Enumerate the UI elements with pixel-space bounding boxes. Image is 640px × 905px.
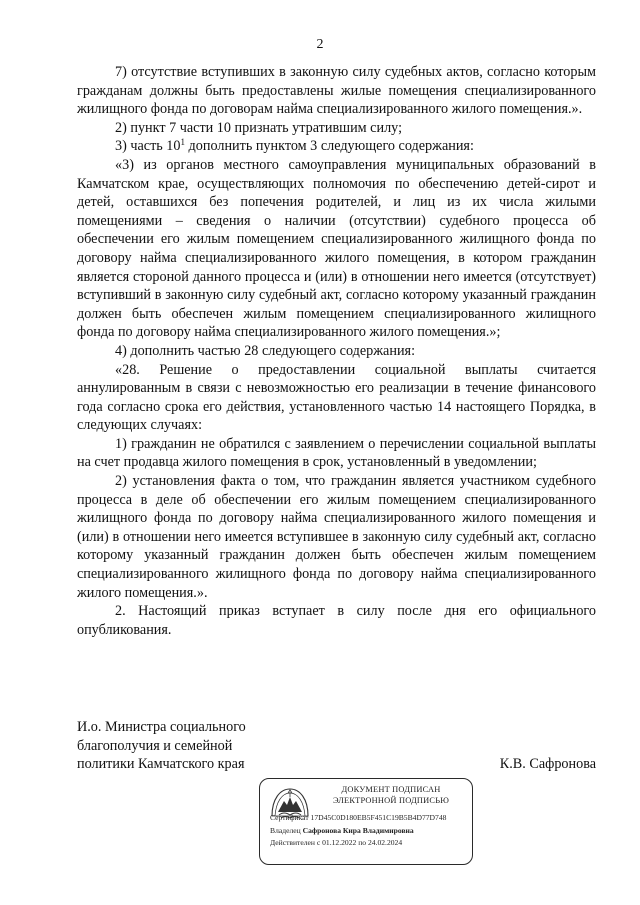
certificate-number: Сертификат 17D45C0D180EB5F451C19B5B4D77D748 xyxy=(270,813,447,822)
point-3-text-start: 3) часть 10 xyxy=(115,138,181,155)
stamp-title xyxy=(316,784,466,806)
paragraph-point-4: 4) дополнить частью 28 следующего содержания: xyxy=(115,342,416,359)
paragraph-part-28: «28. Решение о предоставлении социальной выплаты считается аннулированным в связи с невозможностью его реализации в течение финансового года согласно срока его действия, установленного частью 14 настоящего Порядка, в следующих случаях: xyxy=(77,361,596,434)
position-line: благополучия и семейной xyxy=(77,737,233,754)
paragraph-point-2: 2) пункт 7 части 10 признать утратившим силу; xyxy=(115,119,403,136)
page-number: 2 xyxy=(316,37,324,52)
paragraph-point-3 xyxy=(77,137,596,156)
certificate-details xyxy=(270,812,470,850)
owner-label: Владелец xyxy=(270,825,301,835)
certificate-owner xyxy=(270,825,470,838)
paragraph-item-7: 7) отсутствие вступивших в законную силу судебных актов, согласно которым гражданам должны быть предоставлены жилые помещения специализированного жилищного фонда по договорам найма специализированного жилого помещения.». xyxy=(77,64,596,118)
position-line: И.о. Министра социального xyxy=(77,719,246,735)
document-body xyxy=(77,63,596,639)
superscript-one: 1 xyxy=(180,137,185,148)
signatory-name: К.В. Сафронова xyxy=(499,756,596,772)
owner-name: Сафронова Кира Владимировна xyxy=(302,825,414,835)
paragraph-order-effect: 2. Настоящий приказ вступает в силу после дня его официального опубликования. xyxy=(77,603,596,638)
position-line: политики Камчатского края xyxy=(77,756,245,773)
signatory-position xyxy=(77,718,246,774)
stamp-title-line: ДОКУМЕНТ ПОДПИСАН xyxy=(341,785,441,794)
certificate-validity: Действителен с 01.12.2022 по 24.02.2024 xyxy=(270,838,403,848)
paragraph-case-1: 1) гражданин не обратился с заявлением о перечислении социальной выплаты на счет продавца жилого помещения в срок, установленный в уведомлении; xyxy=(77,435,596,471)
electronic-signature-stamp xyxy=(259,778,473,865)
point-3-text-end: дополнить пунктом 3 следующего содержания: xyxy=(185,138,474,155)
paragraph-case-2: 2) установления факта о том, что гражданин является участником судебного процесса в деле об обеспечении его жилым помещением специализированного жилищного фонда по договору найма специализированного жилого помещения и (или) в отношении него имеется вступившее в законную силу судебный акт, согласно которому указанный гражданин должен быть обеспечен жилым помещением специализированного жилищного фонда по договору найма специализированного жилого помещения.». xyxy=(77,473,596,601)
stamp-title-line: ЭЛЕКТРОННОЙ ПОДПИСЬЮ xyxy=(332,796,450,805)
paragraph-item-3-content: «3) из органов местного самоуправления муниципальных образований в Камчатском крае, осуществляющих полномочия по обеспечению детей-сирот и детей, оставшихся без попечения родителей, и лиц из их числа жилыми помещениями – сведения о наличии (отсутствии) судебного процесса об обеспечении его жилым помещением специализированного жилищного фонда по договору найма специализированного жилого помещения, в котором гражданин является стороной данного процесса и (или) в отношении него имеется (отсутствует) вступивший в законную силу судебный акт, согласно которому указанный гражданин должен быть обеспечен жилым помещением специализированного жилищного фонда по договору найма специализированного жилого помещения.»; xyxy=(77,156,596,341)
